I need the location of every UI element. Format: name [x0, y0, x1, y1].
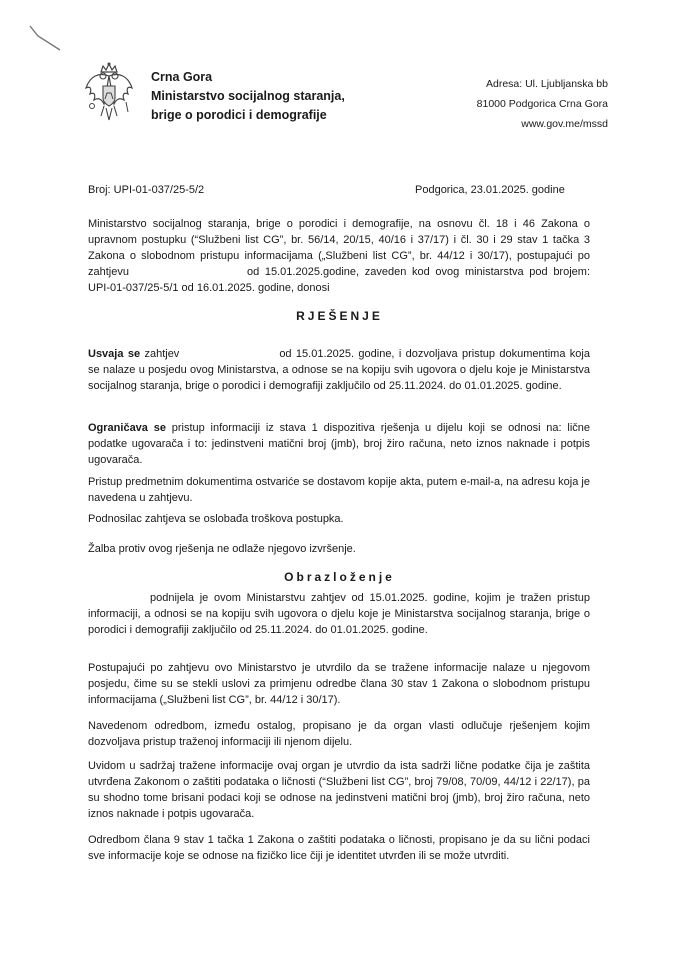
ministry-name-line1: Ministarstvo socijalnog staranja,	[151, 89, 345, 103]
p1-bold-lead: Usvaja se	[88, 348, 141, 360]
reasoning-paragraph-4: Uvidom u sadržaj tražene informacije ovaj organ je utvrdio da ista sadrži lične podatke čija je zaštita utvrđena Zakonom o zaštiti podataka o ličnosti (“Službeni list CG”, broj 79/08, 70/09, 44/12 i 22/17), pa su shodno tome brisani podaci koji se odnose na jedinstveni matični broj (jmb), broj žiro računa, neto iznos naknade i potpis ugovarača.	[88, 760, 590, 820]
organization-header	[151, 68, 345, 125]
resenje-title: RJEŠENJE	[296, 309, 383, 323]
ministry-name-line2: brige o porodici i demografije	[151, 108, 327, 122]
p2-bold-lead: Ograničava se	[88, 422, 166, 434]
disposition-paragraph-5: Žalba protiv ovog rješenja ne odlaže njegovo izvršenje.	[88, 543, 356, 555]
p2-text: pristup informaciji iz stava 1 dispozitiva rješenja u dijelu koji se odnosi na: lične podatke ugovarača i to: jedinstveni matični broj (jmb), broj žiro računa, neto iznos naknade i potpis ugovarača.	[88, 422, 591, 466]
address-block	[477, 74, 608, 134]
reasoning-paragraph-1: podnijela je ovom Ministarstvu zahtjev od 15.01.2025. godine, kojim je tražen pristup informaciji, a odnosi se na kopiju svih ugovora o djelu koje je Ministarstva socijalnog staranja, brige o porodici i demografiji zaključilo od 25.11.2024. do 01.01.2025. godine.	[88, 592, 590, 636]
intro-paragraph	[88, 216, 590, 296]
intro-text-part1: Ministarstvo socijalnog staranja, brige o porodici i demografije, na osnovu čl. 18 i 46 Zakona o upravnom postupku (“Službeni list CG”, br. 56/14, 20/15, 40/16 i 37/17) i čl. 30 i 29 stav 1 tačka 3 Zakona o slobodnom pristupu informacijama („Službeni list CG”, br. 44/12 i 30/17), postupajući po zahtjevu	[88, 218, 590, 278]
reasoning-paragraph-3: Navedenom odredbom, između ostalog, propisano je da organ vlasti odlučuje rješenjem kojim dozvoljava pristup traženoj informaciji ili njenom dijelu.	[88, 720, 590, 748]
reasoning-paragraph-2: Postupajući po zahtjevu ovo Ministarstvo je utvrdilo da se tražene informacije nalaze u njegovom posjedu, čime su se stekli uslovi za primjenu odredbe člana 30 stav 1 Zakona o slobodnom pristupu informacijama („Službeni list CG”, br. 44/12 i 30/17).	[88, 662, 590, 706]
disposition-paragraph-2	[88, 420, 590, 468]
montenegro-coat-of-arms-icon	[84, 62, 134, 124]
disposition-paragraph-1	[88, 346, 590, 394]
disposition-paragraph-4: Podnosilac zahtjeva se oslobađa troškova postupka.	[88, 513, 344, 525]
disposition-paragraph-3: Pristup predmetnim dokumentima ostvariće se dostavom kopije akta, putem e-mail-a, na adresu koja je navedena u zahtjevu.	[88, 476, 590, 504]
intro-text-part2: od 15.01.2025.godine, zaveden kod ovog ministarstva pod brojem: UPI-01-037/25-5/1 od 16.01.2025. godine, donosi	[88, 266, 590, 294]
place-and-date: Podgorica, 23.01.2025. godine	[415, 184, 565, 196]
country-name: Crna Gora	[151, 70, 213, 84]
reasoning-paragraph-5: Odredbom člana 9 stav 1 tačka 1 Zakona o zaštiti podataka o ličnosti, propisano je da su lični podaci sve informacije koje se odnose na fizičko lice čiji je identitet utvrđen ili se može utvrditi.	[88, 834, 590, 862]
obrazlozenje-title: Obrazloženje	[284, 570, 395, 584]
street-address: Adresa: Ul. Ljubljanska bb	[486, 78, 608, 90]
p1-text-part2: od 15.01.2025. godine, i dozvoljava pristup dokumentima koja se nalaze u posjedu ovog Ministarstva, a odnose se na kopiju svih ugovora o djelu koje je Ministarstva socijalnog staranja, brige o porodici i demografiji zaključilo od 25.11.2024. do 01.01.2025. godine.	[88, 348, 590, 392]
p1-text-part1: zahtjev	[144, 348, 180, 360]
city-address: 81000 Podgorica Crna Gora	[476, 98, 608, 110]
document-number: Broj: UPI-01-037/25-5/2	[88, 184, 205, 196]
reference-line	[88, 184, 590, 196]
website: www.gov.me/mssd	[521, 118, 608, 130]
staple-mark-icon	[28, 24, 68, 54]
